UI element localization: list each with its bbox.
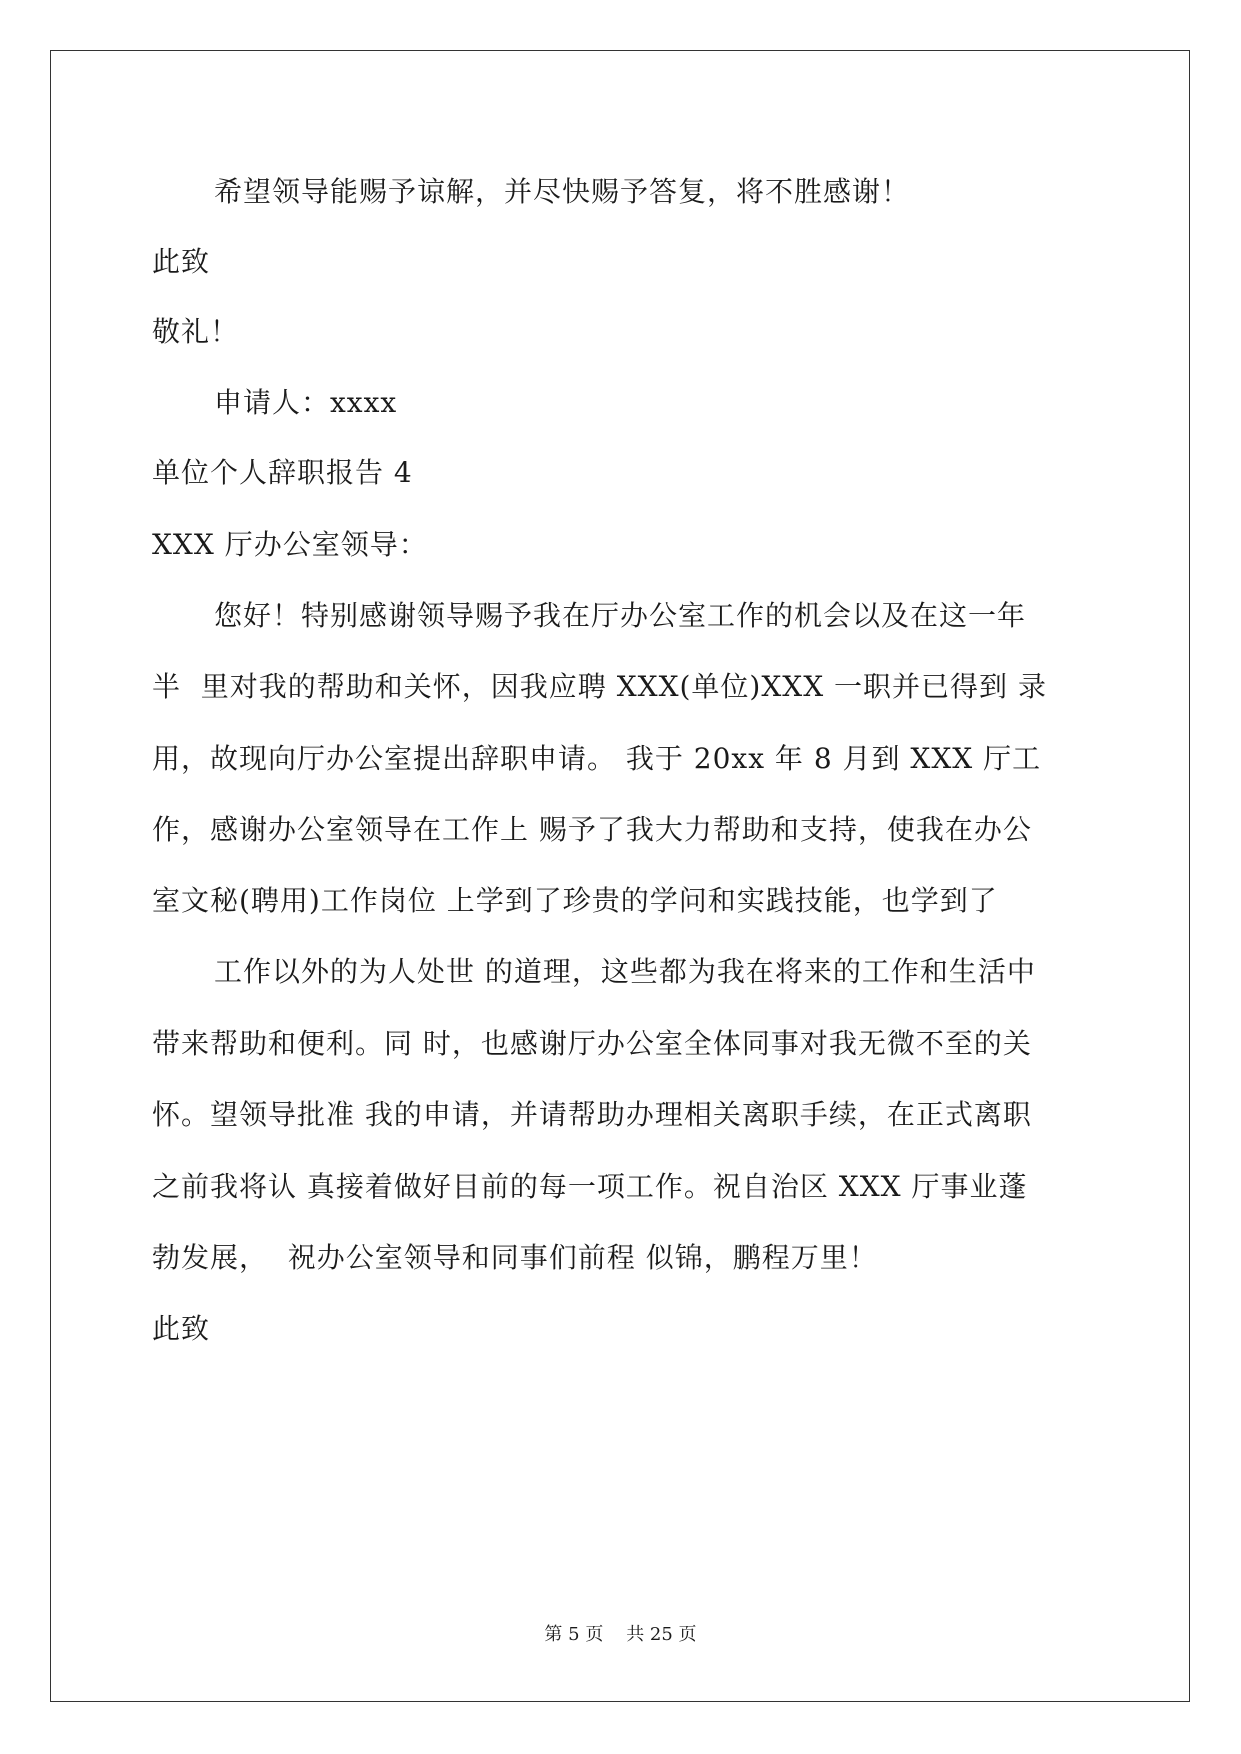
body-line-5: 室文秘(聘用)工作岗位 上学到了珍贵的学问和实践技能，也学到了: [152, 884, 998, 917]
body-line-3: 用，故现向厅办公室提出辞职申请。 我于 20xx 年 8 月到 XXX 厅工: [152, 742, 1042, 775]
body-line-1: 您好！特别感谢领导赐予我在厅办公室工作的机会以及在这一年: [214, 599, 1027, 632]
salutation-jingli: 敬礼！: [152, 315, 240, 348]
page-border: [50, 50, 1190, 1702]
applicant-signature: 申请人：xxxx: [214, 386, 398, 419]
body-line-7: 带来帮助和便利。同 时，也感谢厅办公室全体同事对我无微不至的关: [152, 1027, 1032, 1060]
body-line-4: 作，感谢办公室领导在工作上 赐予了我大力帮助和支持，使我在办公: [152, 813, 1032, 846]
body-line-8: 怀。望领导批准 我的申请，并请帮助办理相关离职手续，在正式离职: [152, 1098, 1032, 1131]
section-title: 单位个人辞职报告 4: [152, 456, 413, 489]
addressee-line: XXX 厅办公室领导：: [152, 528, 428, 561]
body-line-6: 工作以外的为人处世 的道理，这些都为我在将来的工作和生活中: [214, 955, 1036, 988]
body-line-2: 半 里对我的帮助和关怀，因我应聘 XXX(单位)XXX 一职并已得到 录: [152, 670, 1047, 703]
page-number-footer: 第 5 页 共 25 页: [544, 1624, 697, 1645]
body-line-9: 之前我将认 真接着做好目前的每一项工作。祝自治区 XXX 厅事业蓬: [152, 1170, 1028, 1203]
salutation-cizhi-1: 此致: [152, 245, 211, 278]
salutation-cizhi-2: 此致: [152, 1312, 211, 1345]
closing-request-line: 希望领导能赐予谅解，并尽快赐予答复，将不胜感谢！: [214, 175, 911, 208]
body-line-10: 勃发展， 祝办公室领导和同事们前程 似锦，鹏程万里！: [152, 1241, 878, 1274]
